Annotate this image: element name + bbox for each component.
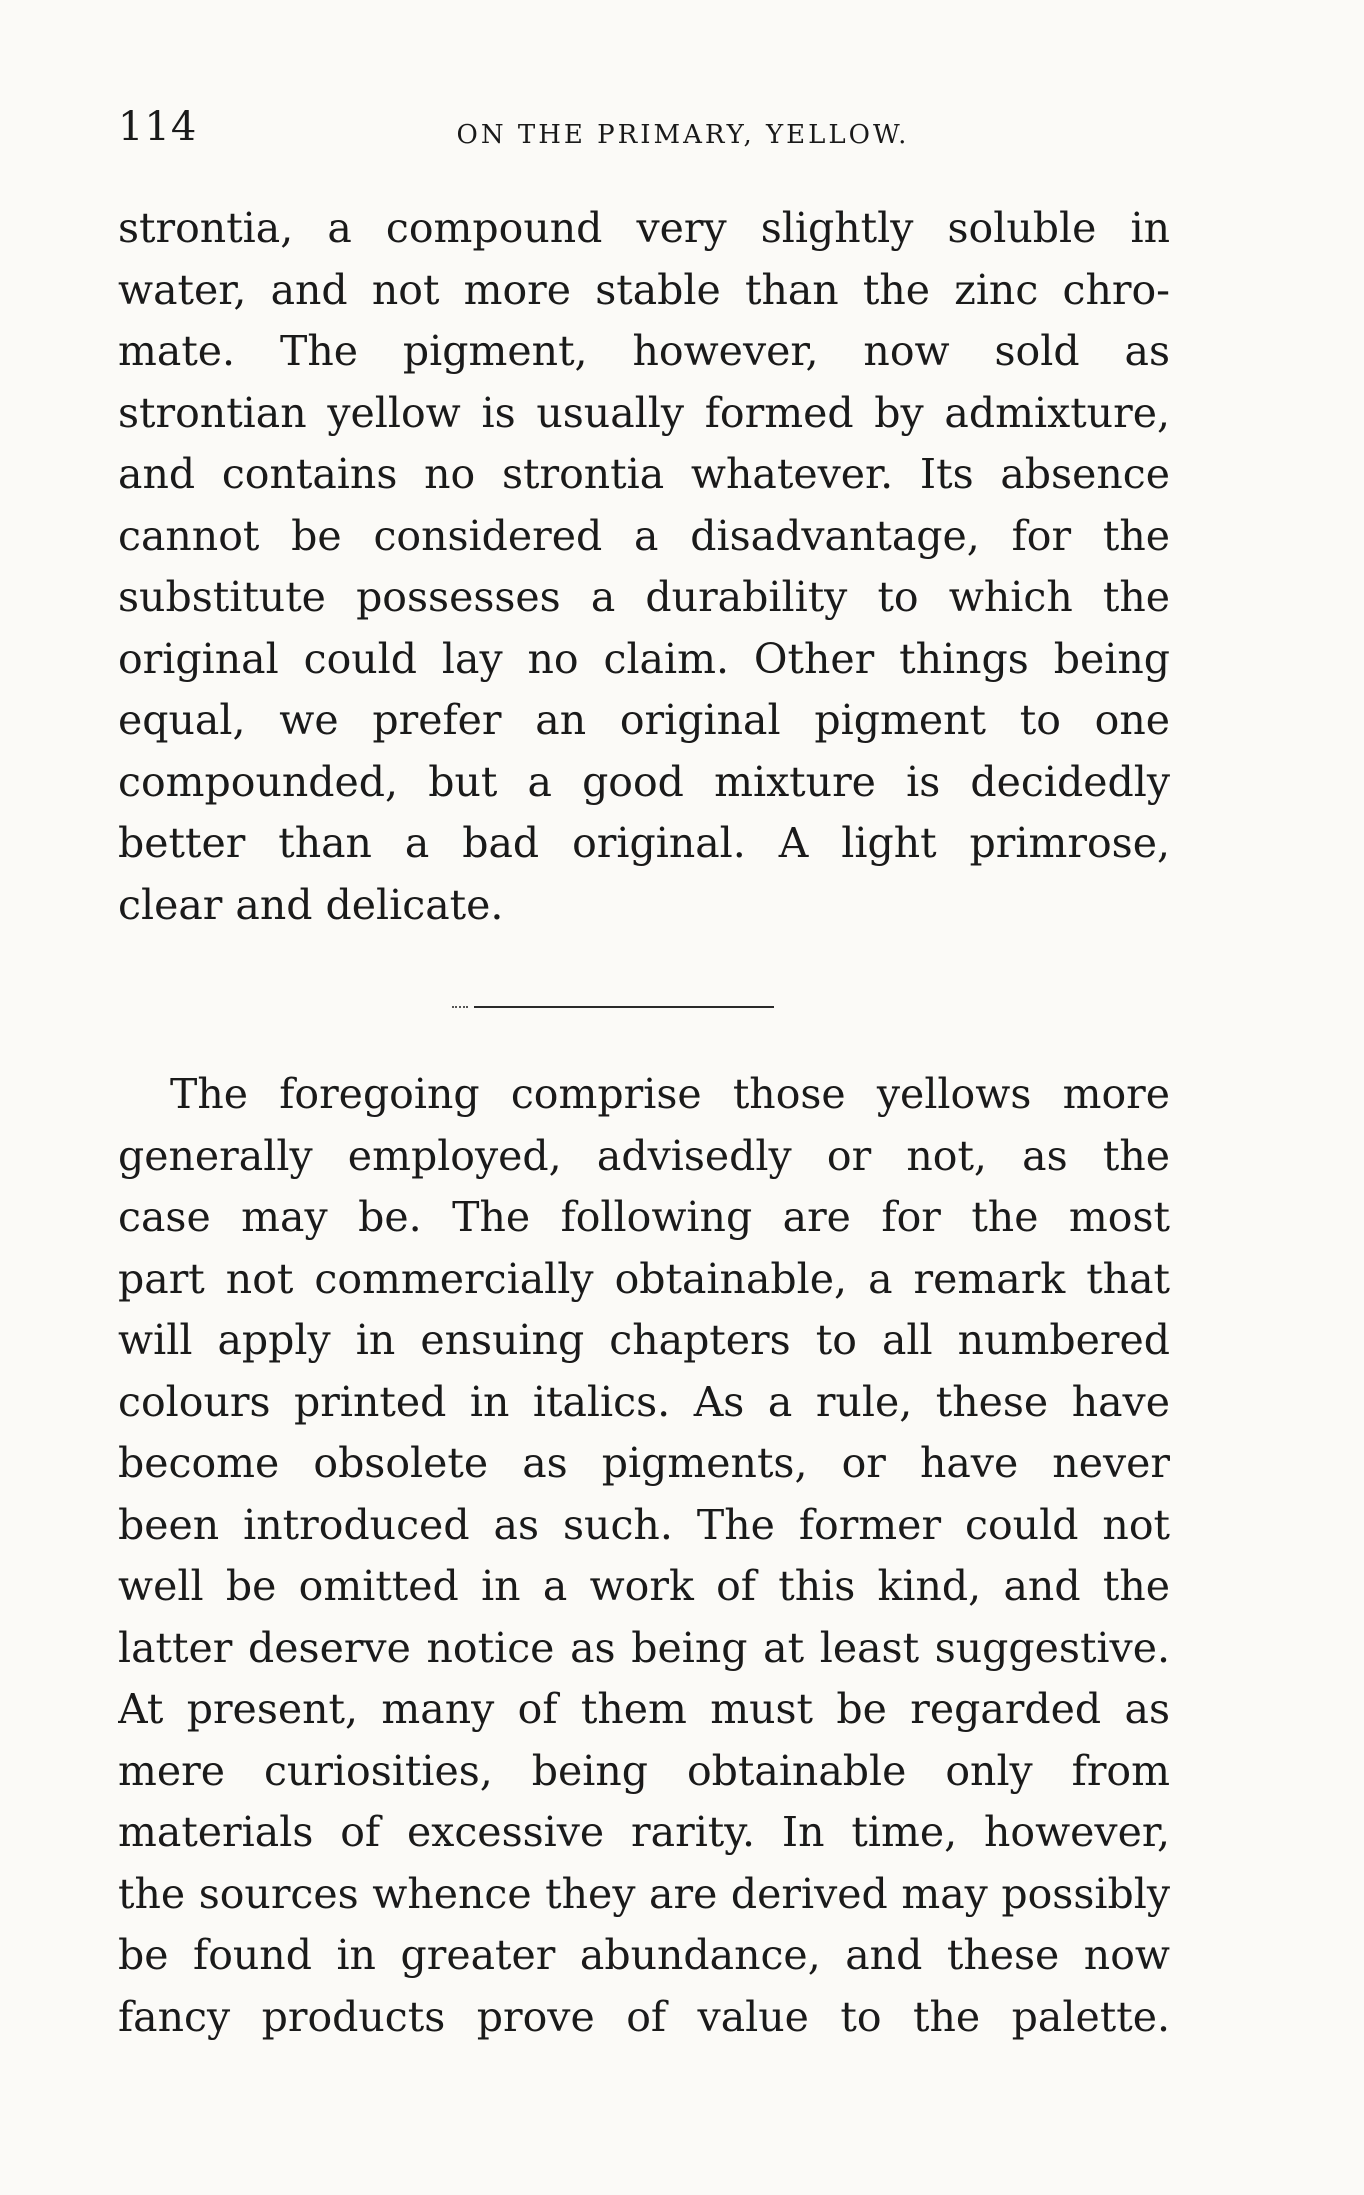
text-line: case may be. The following are for the most [118,1193,1170,1241]
text-line: The foregoing comprise those yellows more [170,1070,1170,1118]
page-number: 114 [118,104,198,150]
text-line: generally employed, advisedly or not, as the [118,1131,1170,1180]
text-line: mate. The pigment, however, now sold as [118,327,1170,375]
text-line: colours printed in italics. As a rule, these have [118,1377,1170,1426]
paragraph-2 [118,1064,1170,2048]
text-line: become obsolete as pigments, or have never [118,1439,1170,1487]
text-line: compounded, but a good mixture is decidedly [118,757,1170,806]
text-line: and contains no strontia whatever. Its absence [118,450,1170,498]
text-line: original could lay no claim. Other things being [118,634,1170,683]
text-line: materials of excessive rarity. In time, however, [118,1808,1170,1856]
text-line: strontia, a compound very slightly soluble in [118,204,1170,252]
text-line: strontian yellow is usually formed by admixture, [118,388,1170,437]
text-line: mere curiosities, being obtainable only from [118,1746,1170,1795]
text-line: will apply in ensuing chapters to all numbered [118,1316,1170,1364]
paragraph-1 [118,198,1170,936]
section-divider [474,1006,774,1008]
text-line: fancy products prove of value to the palette. [118,1992,1170,2041]
text-line: water, and not more stable than the zinc chro- [118,265,1170,314]
running-head: ON THE PRIMARY, YELLOW. [456,120,910,150]
text-line: clear and delicate. [118,880,504,929]
page-header [118,98,1178,158]
text-line: part not commercially obtainable, a remark that [118,1254,1170,1303]
text-line: latter deserve notice as being at least suggestive. [118,1623,1170,1672]
text-line: better than a bad original. A light primrose, [118,819,1170,867]
text-line: the sources whence they are derived may possibly [118,1869,1170,1918]
text-line: be found in greater abundance, and these now [118,1931,1170,1979]
text-line: been introduced as such. The former could not [118,1500,1170,1549]
text-line: At present, many of them must be regarded as [118,1685,1170,1733]
text-line: well be omitted in a work of this kind, and the [118,1562,1170,1610]
text-line: equal, we prefer an original pigment to one [118,696,1170,744]
text-line: cannot be considered a disadvantage, for the [118,511,1170,560]
text-line: substitute possesses a durability to which the [118,573,1170,621]
